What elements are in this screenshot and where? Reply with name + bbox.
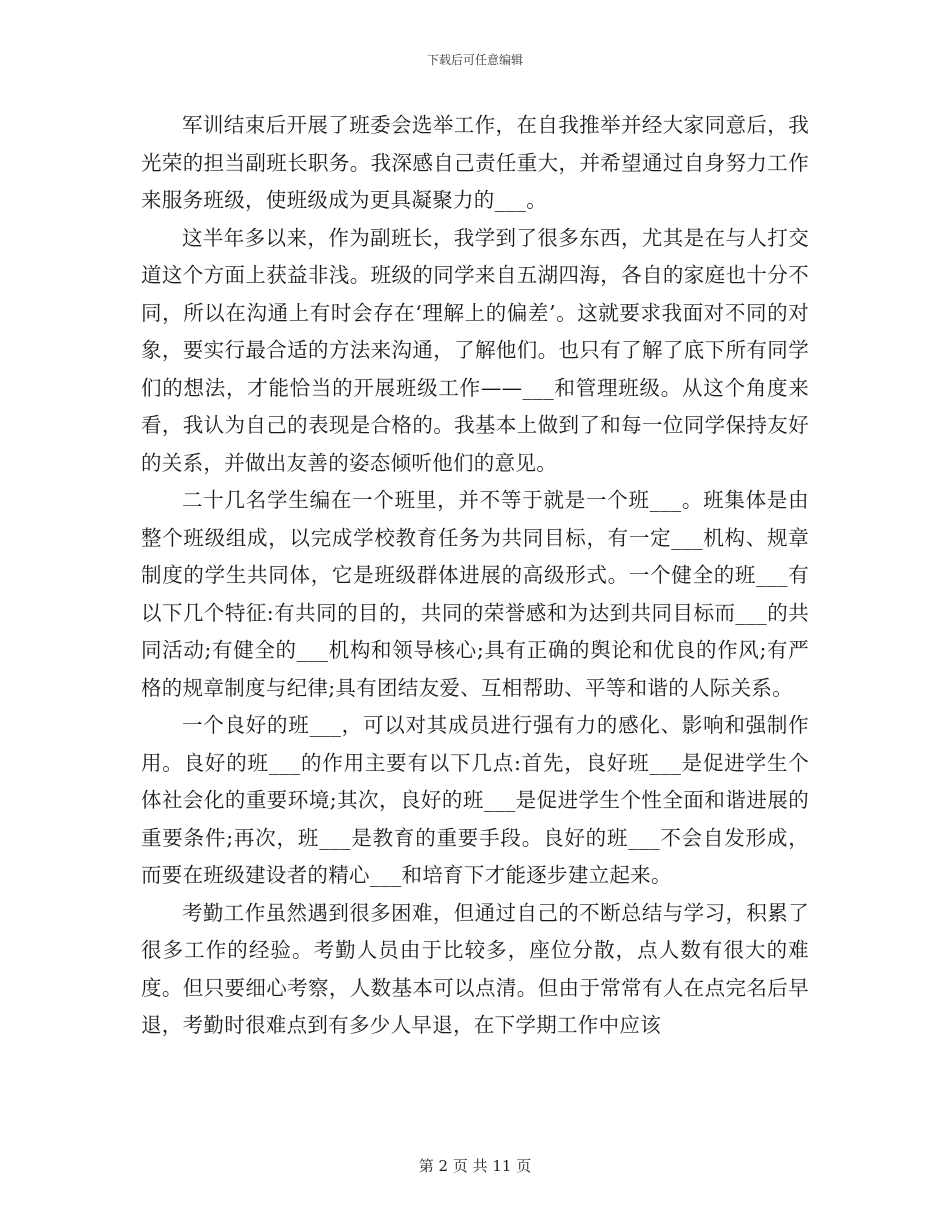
paragraph: 一个良好的班___，可以对其成员进行强有力的感化、影响和强制作用。良好的班___的作用主要有以下几点:首先，良好班___是促进学生个体社会化的重要环境;其次，良好的班___是促进学生个性全面和谐进展的重要条件;再次，班___是教育的重要手段。良好的班___不会自发形成，而要在班级建设者的精心___和培育下才能逐步建立起来。 [141,713,809,887]
document-body [141,107,809,1045]
paragraph: 二十几名学生编在一个班里，并不等于就是一个班___。班集体是由整个班级组成，以完成学校教育任务为共同目标，有一定___机构、规章制度的学生共同体，它是班级群体进展的高级形式。一个健全的班___有以下几个特征:有共同的目的，共同的荣誉感和为达到共同目标而___的共同活动;有健全的___机构和领导核心;具有正确的舆论和优良的作风;有严格的规章制度与纪律;具有团结友爱、互相帮助、平等和谐的人际关系。 [141,488,809,700]
paragraph: 军训结束后开展了班委会选举工作，在自我推举并经大家同意后，我光荣的担当副班长职务。我深感自己责任重大，并希望通过自身努力工作来服务班级，使班级成为更具凝聚力的___。 [141,113,809,212]
paragraph: 考勤工作虽然遇到很多困难，但通过自己的不断总结与学习，积累了很多工作的经验。考勤人员由于比较多，座位分散，点人数有很大的难度。但只要细心考察，人数基本可以点清。但由于常常有人在点完名后早退，考勤时很难点到有多少人早退，在下学期工作中应该 [141,900,809,1037]
page-footer: 第 2 页 共 11 页 [418,1157,532,1175]
page-header: 下载后可任意编辑 [426,53,523,67]
paragraph: 这半年多以来，作为副班长，我学到了很多东西，尤其是在与人打交道这个方面上获益非浅。班级的同学来自五湖四海，各自的家庭也十分不同，所以在沟通上有时会存在‘理解上的偏差’。这就要求我面对不同的对象，要实行最合适的方法来沟通，了解他们。也只有了解了底下所有同学们的想法，才能恰当的开展班级工作——___和管理班级。从这个角度来看，我认为自己的表现是合格的。我基本上做到了和每一位同学保持友好的关系，并做出友善的姿态倾听他们的意见。 [141,225,809,475]
